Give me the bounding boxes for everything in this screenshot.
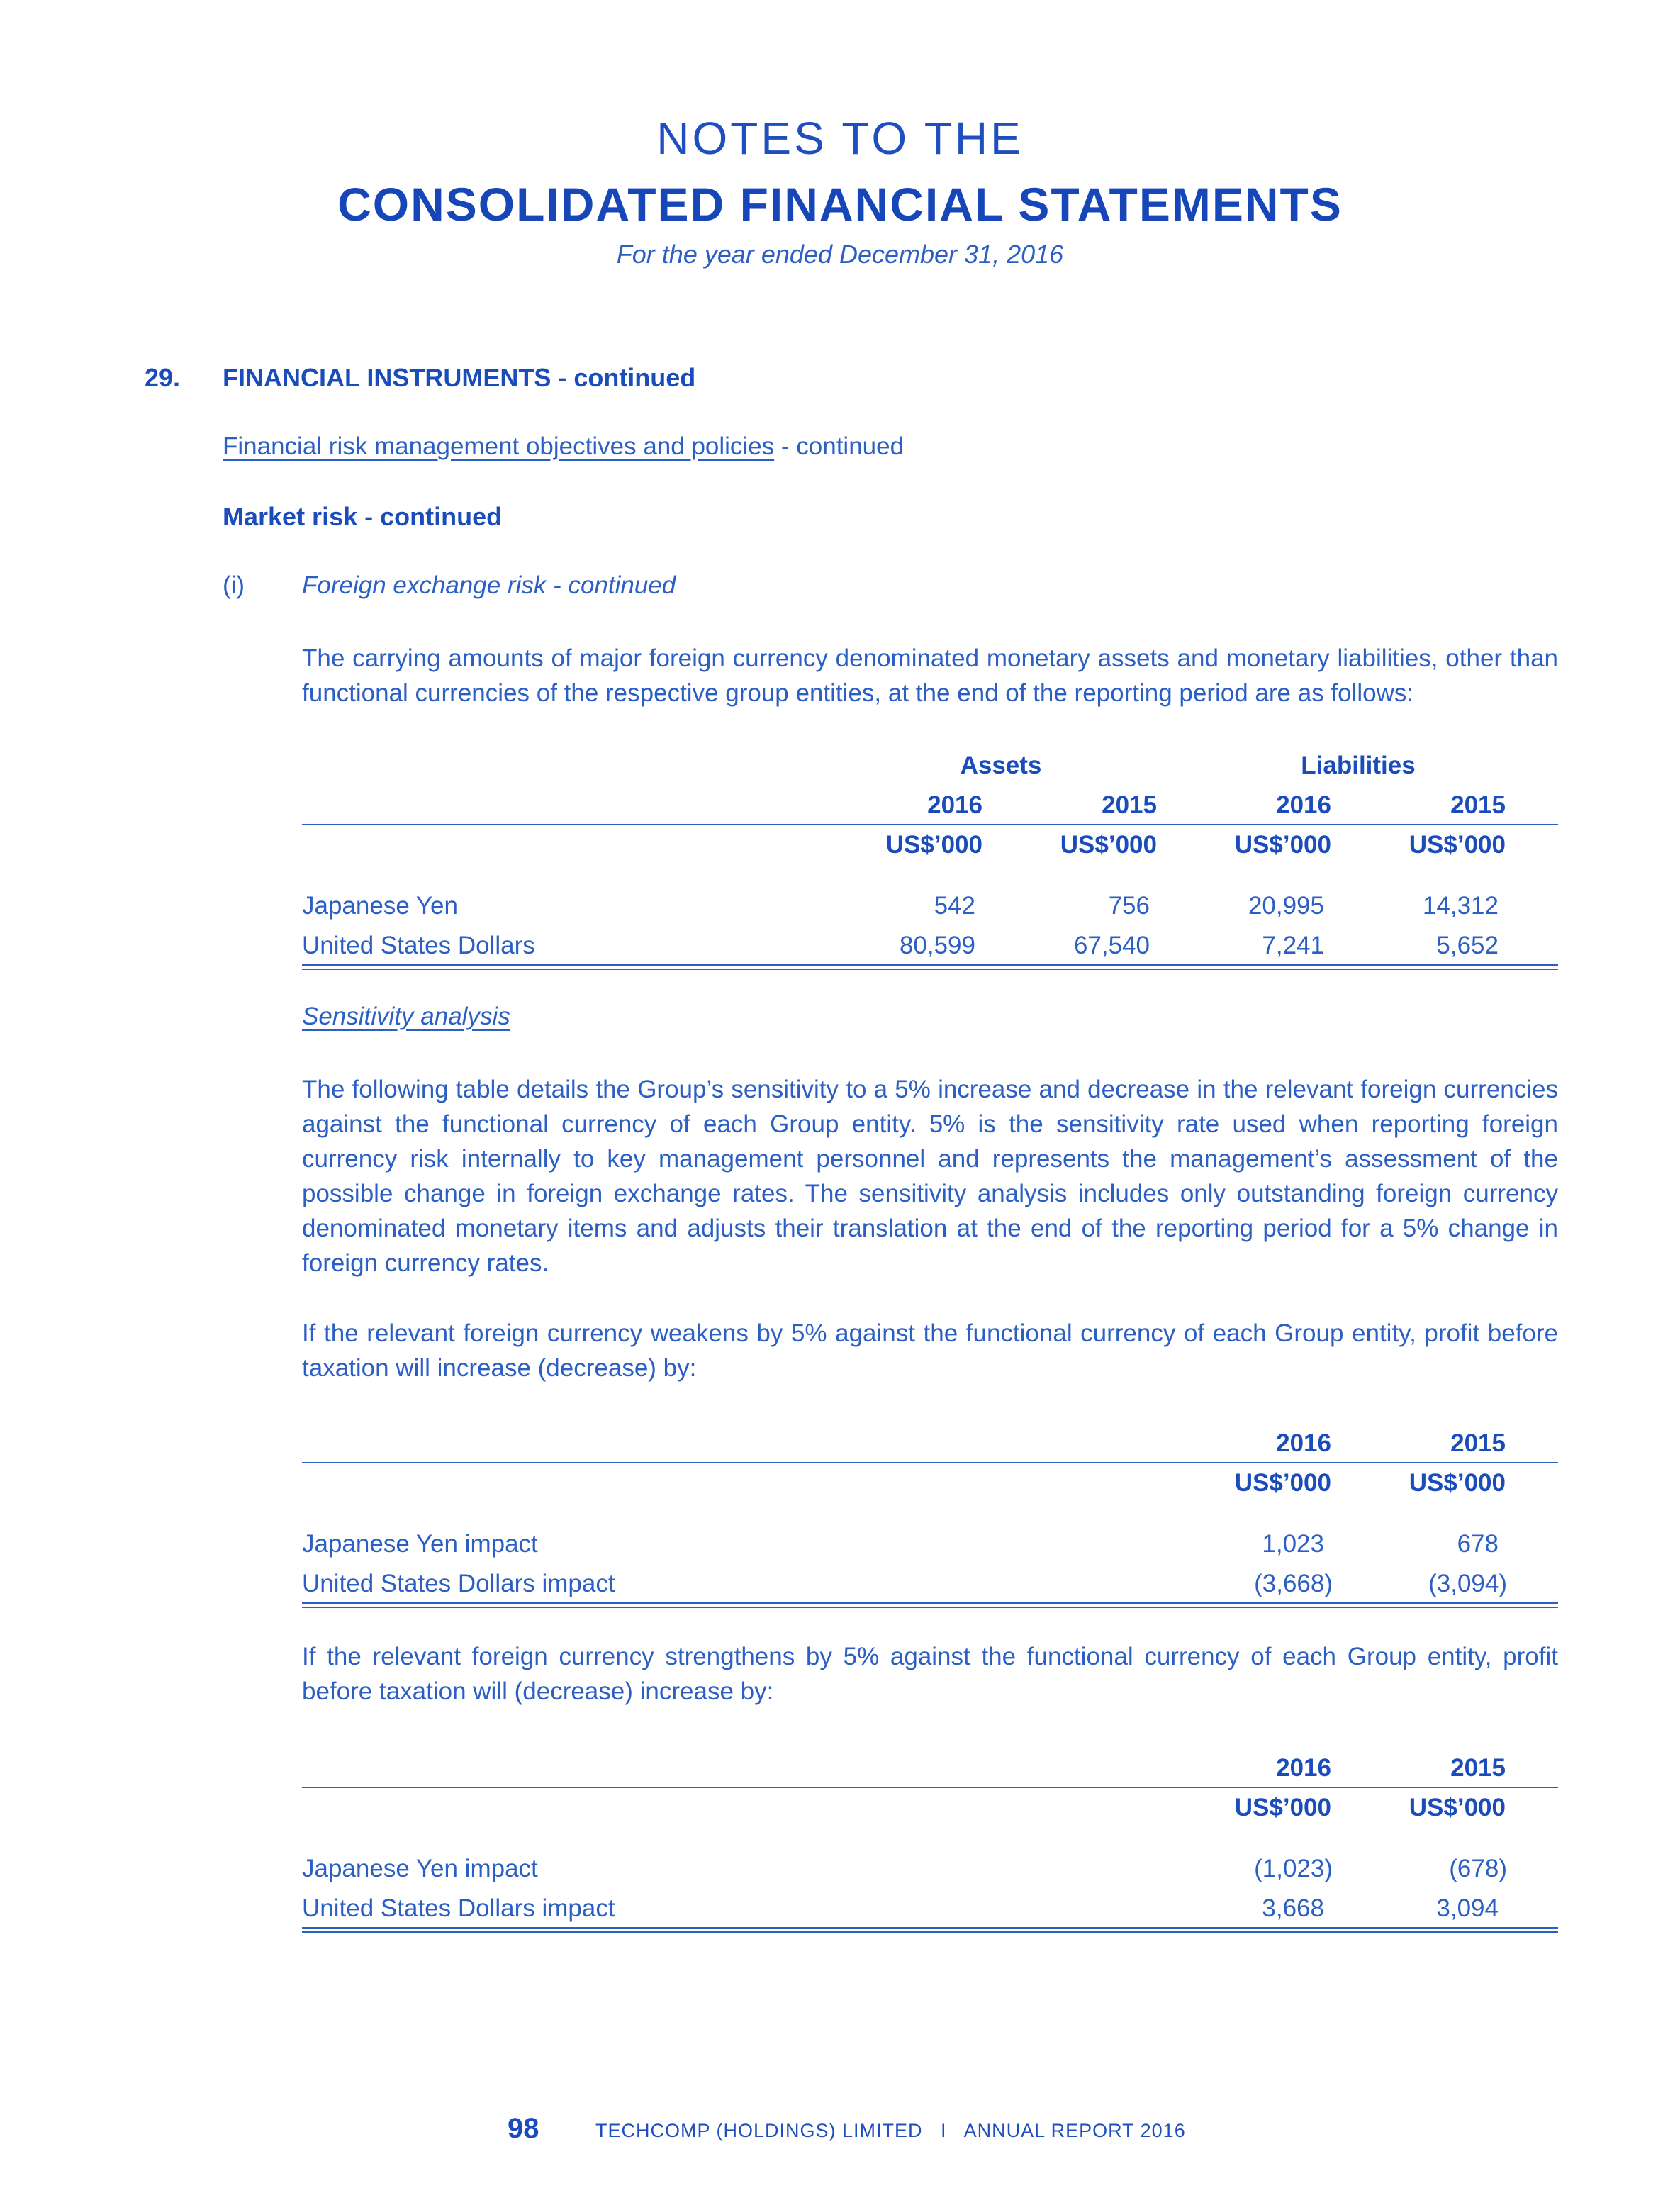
header-period: For the year ended December 31, 2016 (616, 240, 1064, 269)
paragraph-carrying-amounts: The carrying amounts of major foreign currency denominated monetary assets and monetary liabilities, other than functional currencies of the respective group entities, at the end of the reporting period are as follows: (302, 644, 1558, 707)
table-cell: 80,599 (899, 932, 975, 959)
currency-balances-table (302, 744, 1558, 971)
year-header: 2016 (1276, 791, 1331, 819)
table-cell: 3,668 (1262, 1894, 1324, 1922)
unit-header: US$’000 (1409, 831, 1506, 859)
column-group-liabilities: Liabilities (1301, 752, 1416, 779)
table-cell: 756 (1108, 892, 1150, 920)
row-label: United States Dollars impact (302, 1894, 615, 1922)
paragraph-strengthens: If the relevant foreign currency strengthens by 5% against the functional currency of each Group entity, profit before taxation will (decrease) increase by: (302, 1643, 1558, 1705)
year-header: 2015 (1450, 1429, 1506, 1457)
year-header: 2016 (1276, 1754, 1331, 1782)
paragraph-sensitivity: The following table details the Group’s sensitivity to a 5% increase and decrease in the relevant foreign currencies against the functional currency of each Group entity. 5% is the sensitivity rate used when reporting foreign currency risk internally to key management personnel and represents the management’s assessment of the possible change in foreign exchange rates. The sensitivity analysis includes only outstanding foreign currency denominated monetary items and adjusts their translation at the end of the reporting period for a 5% change in foreign currency rates. (302, 1076, 1558, 1277)
table-cell: 14,312 (1422, 892, 1499, 920)
table-cell: (678) (1449, 1855, 1507, 1882)
unit-header: US$’000 (1234, 1469, 1331, 1497)
unit-header: US$’000 (1409, 1469, 1506, 1497)
sensitivity-analysis-heading: Sensitivity analysis (302, 1003, 510, 1030)
total-double-rule (302, 964, 1558, 966)
header-notes-to-the: NOTES TO THE (656, 113, 1024, 164)
row-label: United States Dollars impact (302, 1570, 615, 1597)
header-consolidated-statements: CONSOLIDATED FINANCIAL STATEMENTS (337, 178, 1343, 230)
table-cell: 542 (934, 892, 975, 920)
total-double-rule (302, 1602, 1558, 1604)
header-rule (302, 824, 1558, 825)
weaken-impact-table (302, 1425, 1558, 1609)
unit-header: US$’000 (1234, 831, 1331, 859)
table-cell: (3,094) (1428, 1570, 1507, 1597)
year-header: 2015 (1450, 1754, 1506, 1782)
footer-text (595, 2120, 1186, 2142)
row-label: United States Dollars (302, 932, 535, 959)
table-cell: (1,023) (1254, 1855, 1333, 1882)
section-number: 29. (145, 363, 181, 392)
unit-header: US$’000 (1060, 831, 1157, 859)
row-label: Japanese Yen (302, 892, 458, 920)
header-rule (302, 1787, 1558, 1788)
column-group-assets: Assets (960, 752, 1042, 779)
table-cell: 67,540 (1073, 932, 1150, 959)
market-risk-heading: Market risk - continued (223, 502, 503, 531)
total-double-rule (302, 1927, 1558, 1929)
header-rule (302, 1462, 1558, 1463)
table-cell: (3,668) (1254, 1570, 1333, 1597)
row-label: Japanese Yen impact (302, 1530, 538, 1558)
table-cell: 1,023 (1262, 1530, 1324, 1558)
table-cell: 3,094 (1436, 1894, 1499, 1922)
year-header: 2015 (1102, 791, 1157, 819)
footer-separator: I (941, 2120, 947, 2141)
table-cell: 20,995 (1248, 892, 1324, 920)
subsection-link-text: Financial risk management objectives and policies (223, 432, 775, 460)
table-cell: 7,241 (1262, 932, 1324, 959)
page-number: 98 (508, 2113, 539, 2144)
footer-report: ANNUAL REPORT 2016 (963, 2120, 1186, 2141)
year-header: 2016 (927, 791, 982, 819)
section-title: FINANCIAL INSTRUMENTS - continued (223, 363, 696, 392)
unit-header: US$’000 (885, 831, 982, 859)
subsection-heading (223, 432, 904, 461)
paragraph-weakens: If the relevant foreign currency weakens by 5% against the functional currency of each Group entity, profit before taxation will increase (decrease) by: (302, 1319, 1558, 1382)
table-cell: 678 (1457, 1530, 1499, 1558)
item-title: Foreign exchange risk - continued (302, 571, 676, 599)
footer-company: TECHCOMP (HOLDINGS) LIMITED (595, 2120, 923, 2141)
strengthen-impact-table (302, 1750, 1558, 1934)
unit-header: US$’000 (1409, 1794, 1506, 1821)
table-cell: 5,652 (1436, 932, 1499, 959)
subsection-suffix: - continued (774, 432, 905, 460)
item-roman-numeral: (i) (223, 571, 245, 599)
year-header: 2016 (1276, 1429, 1331, 1457)
row-label: Japanese Yen impact (302, 1855, 538, 1882)
year-header: 2015 (1450, 791, 1506, 819)
unit-header: US$’000 (1234, 1794, 1331, 1821)
